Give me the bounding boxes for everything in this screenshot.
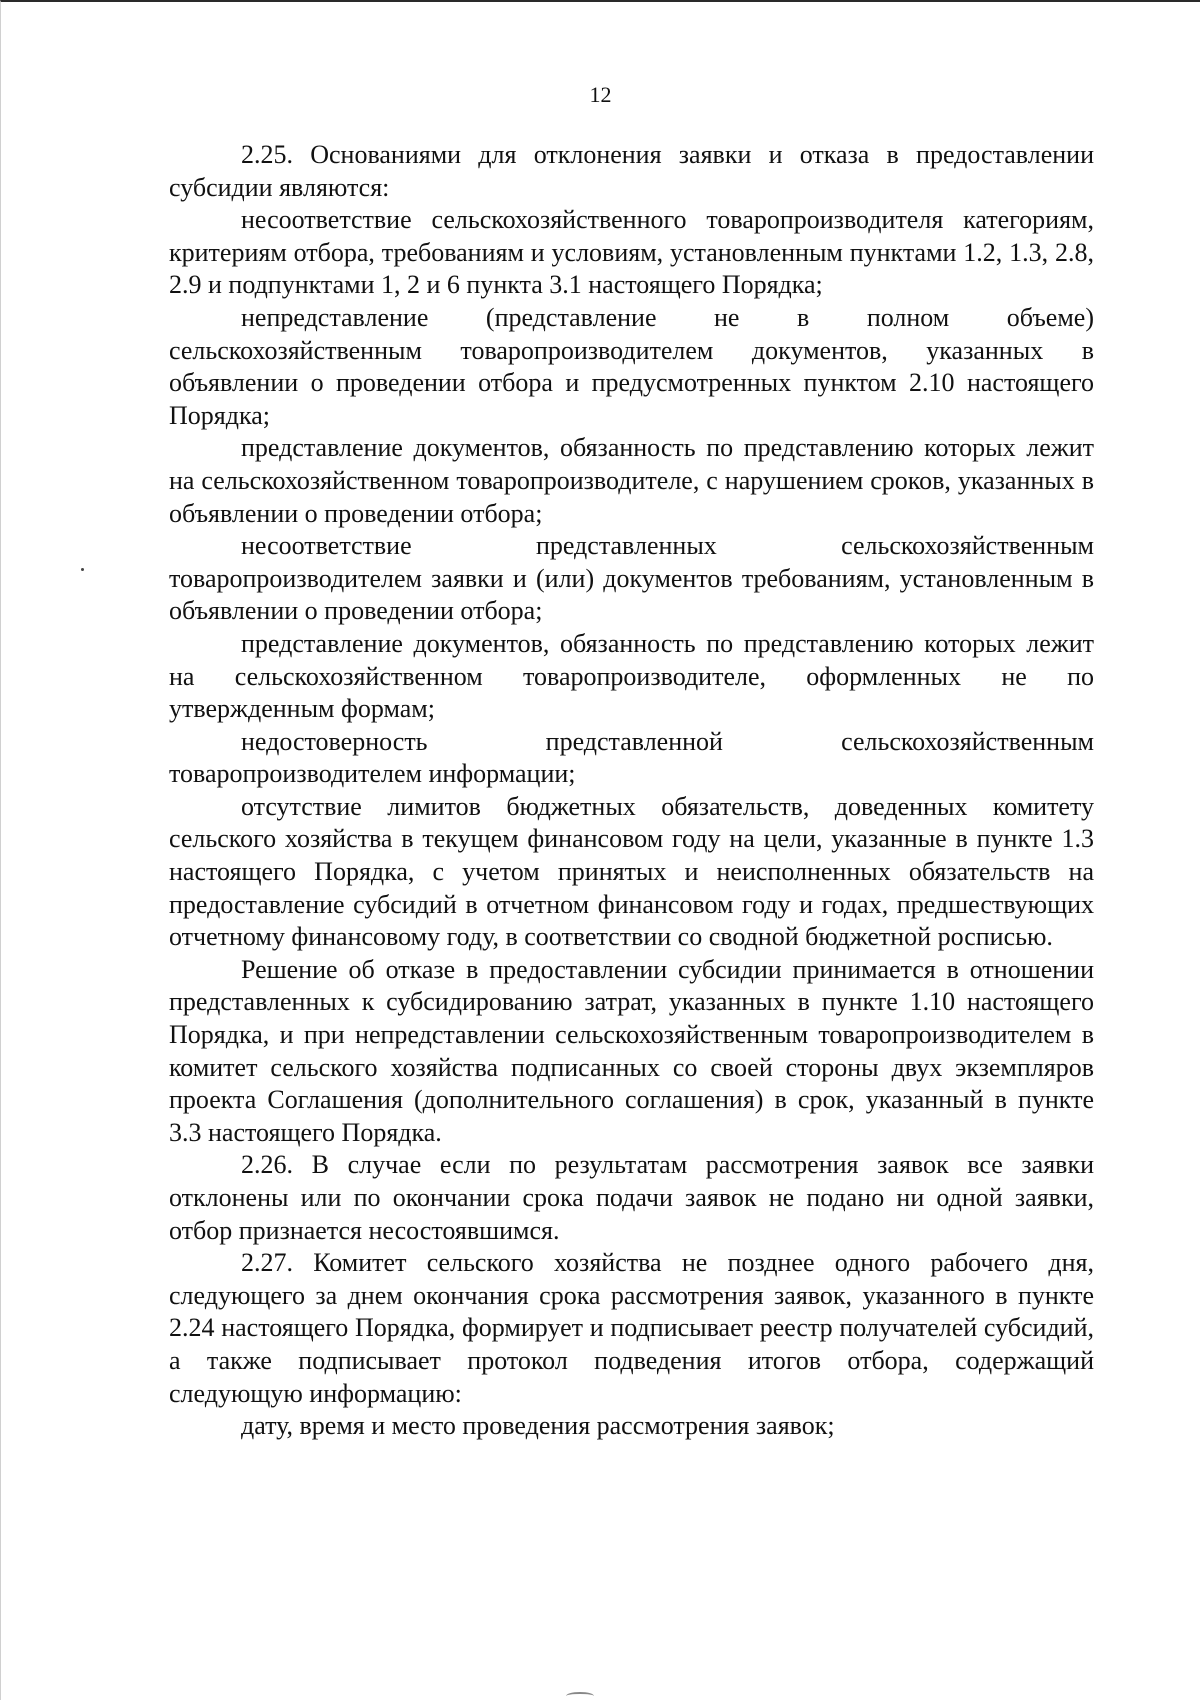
page-number: 12 xyxy=(589,82,612,107)
paragraph-2-27: 2.27. Комитет сельского хозяйства не позднее одного рабочего дня, следующего за днем окончания срока рассмотрения заявок, указанного в пункте 2.24 настоящего Порядка, формирует и подписывает реестр получателей субсидий, а также подписывает протокол подведения итогов отбора, содержащий следующую информацию: xyxy=(169,1248,1094,1408)
paragraph-documents-not-submitted: непредставление (представление не в полном объеме) сельскохозяйственным товаропроизводителем документов, указанных в объявлении о проведении отбора и предусмотренных пунктом 2.10 настоящего Порядка; xyxy=(169,302,1094,430)
document-body xyxy=(169,139,1094,1443)
scan-speck xyxy=(81,568,84,571)
paragraph-wrong-forms: представление документов, обязанность по представлению которых лежит на сельскохозяйственном товаропроизводителе, оформленных не по утвержденным формам; xyxy=(169,628,1094,724)
paragraph-2-26: 2.26. В случае если по результатам рассмотрения заявок все заявки отклонены или по окончании срока подачи заявок не подано ни одной заявки, отбор признается несостоявшимся. xyxy=(169,1150,1094,1245)
paragraph-unreliable-info: недостоверность представленной сельскохозяйственным товаропроизводителем информации; xyxy=(169,726,1094,789)
paragraph-no-budget-limits: отсутствие лимитов бюджетных обязательств, доведенных комитету сельского хозяйства в текущем финансовом году на цели, указанные в пункте 1.3 настоящего Порядка, с учетом принятых и неисполненных обязательств на предоставление субсидий в отчетном финансовом году и годах, предшествующих отчетному финансовому году, в соответствии со сводной бюджетной росписью. xyxy=(169,791,1094,952)
paragraph-2-25-heading: 2.25. Основаниями для отклонения заявки и отказа в предоставлении субсидии являются: xyxy=(169,140,1094,202)
paragraph-review-date-time: дату, время и место проведения рассмотрения заявок; xyxy=(241,1411,835,1441)
paragraph-deadline-violation: представление документов, обязанность по представлению которых лежит на сельскохозяйственном товаропроизводителе, с нарушением сроков, указанных в объявлении о проведении отбора; xyxy=(169,433,1094,528)
paragraph-category-mismatch: несоответствие сельскохозяйственного товаропроизводителя категориям, критериям отбора, требованиям и условиям, установленным пунктами 1.2, 1.3, 2.8, 2.9 и подпунктами 1, 2 и 6 пункта 3.1 настоящего Порядка; xyxy=(169,205,1094,300)
paragraph-refusal-decision: Решение об отказе в предоставлении субсидии принимается в отношении представленных к субсидированию затрат, указанных в пункте 1.10 настоящего Порядка, и при непредставлении сельскохозяйственным товаропроизводителем в комитет сельского хозяйства подписанных со своей стороны двух экземпляров проекта Соглашения (дополнительного соглашения) в срок, указанный в пункте 3.3 настоящего Порядка. xyxy=(169,954,1094,1147)
paragraph-requirements-mismatch: несоответствие представленных сельскохозяйственным товаропроизводителем заявки и (или) документов требованиям, установленным в объявлении о проведении отбора; xyxy=(169,531,1094,626)
scan-bottom-mark xyxy=(566,1692,594,1700)
